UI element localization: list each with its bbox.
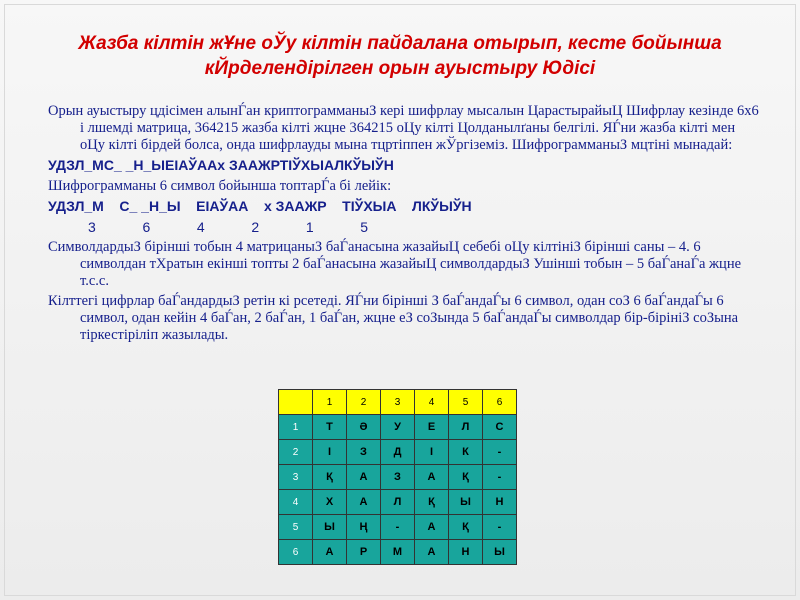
table-cell: Ң	[347, 515, 381, 540]
table-cell: Х	[313, 490, 347, 515]
table-cell: А	[415, 540, 449, 565]
row-header: 2	[279, 440, 313, 465]
column-header: 1	[313, 390, 347, 415]
table-row	[279, 540, 517, 565]
table-cell: -	[483, 515, 517, 540]
row-header: 6	[279, 540, 313, 565]
table-cell: Қ	[449, 515, 483, 540]
row-header: 3	[279, 465, 313, 490]
table-cell: Ы	[313, 515, 347, 540]
table-cell: Л	[381, 490, 415, 515]
table-cell: А	[347, 490, 381, 515]
table-cell: -	[483, 465, 517, 490]
column-header: 4	[415, 390, 449, 415]
table-corner-cell	[279, 390, 313, 415]
column-header: 5	[449, 390, 483, 415]
column-header: 3	[381, 390, 415, 415]
table-cell: Ә	[347, 415, 381, 440]
table-cell: Ы	[483, 540, 517, 565]
table-header-row	[279, 390, 517, 415]
table-row	[279, 465, 517, 490]
table-cell: У	[381, 415, 415, 440]
paragraph-columns: СимволдардыЗ бірінші тобын 4 матрицаныЗ баЃанасына жазайыЦ себебі оЦу кілтініЗ бірінші саны – 4. 6 символдан тХратын екінші топты 2 баЃанасына жазайыЦ символдардыЗ Ушінші тобын – 5 баЃанаЃа жцне т.с.с.	[48, 239, 742, 289]
table-row	[279, 490, 517, 515]
table-row	[279, 415, 517, 440]
column-header: 6	[483, 390, 517, 415]
title-line-1: Жазба кілтін жҰне оЎу кілтін пайдалана отырып, кесте бойынша	[78, 33, 722, 54]
table-cell: Л	[449, 415, 483, 440]
table-cell: С	[483, 415, 517, 440]
table-cell: Е	[415, 415, 449, 440]
title-line-2: кЙрделендірілген орын ауыстыру Юдісі	[204, 58, 596, 79]
table-cell: М	[381, 540, 415, 565]
table-cell: Қ	[313, 465, 347, 490]
table-cell: -	[381, 515, 415, 540]
table-cell: А	[415, 465, 449, 490]
key-digits: 3 6 4 2 1 5	[88, 219, 369, 235]
table-cell: Ы	[449, 490, 483, 515]
table-cell: Қ	[449, 465, 483, 490]
table-cell: Д	[381, 440, 415, 465]
slide-title	[40, 31, 760, 81]
table-cell: З	[347, 440, 381, 465]
table-cell: А	[415, 515, 449, 540]
table-cell: Қ	[415, 490, 449, 515]
table-cell: І	[313, 440, 347, 465]
slide-body	[48, 103, 763, 347]
paragraph-intro: Орын ауыстыру цдісімен алынЃан криптограмманыЗ кері шифрлау мысалын ЦарастырайыЦ Шифрлау кезінде 6х6 і лшемді матрица, 364215 жазба кілті жцне 364215 оЦу кілті Цолданылґаны белгілі. ЯЃни жазба кілті мен оЦу кілті бірдей болса, онда шифрлауды мына тцртіппен жЎргіземіз. ШифрограмманыЗ мцтіні мынадай:	[48, 103, 759, 153]
column-header: 2	[347, 390, 381, 415]
table-cell: З	[381, 465, 415, 490]
table-cell: А	[313, 540, 347, 565]
paragraph-grouping: Шифрограмманы 6 символ бойынша топтарЃа бі лейік:	[48, 178, 392, 194]
table-row	[279, 515, 517, 540]
table-row	[279, 440, 517, 465]
table-cell: Н	[483, 490, 517, 515]
table-cell: К	[449, 440, 483, 465]
table-cell: Т	[313, 415, 347, 440]
ciphertext: УДЗЛ_МС_ _Н_ЫЕІАЎААх ЗААЖРТІЎХЫАЛКЎЫЎН	[48, 157, 394, 173]
row-header: 5	[279, 515, 313, 540]
row-header: 1	[279, 415, 313, 440]
table-cell: І	[415, 440, 449, 465]
row-header: 4	[279, 490, 313, 515]
table-cell: Н	[449, 540, 483, 565]
paragraph-order: Кілттегі цифрлар баЃандардыЗ ретін кі рсетеді. ЯЃни бірінші З баЃандаЃы 6 символ, одан соЗ 6 баЃандаЃы 6 символ, одан кейін 4 баЃан, 2 баЃан, 1 баЃан, жцне еЗ соЗында 5 баЃандаЃы символдар бір-бірініЗ соЗына тіркестіріліп жазылады.	[48, 293, 739, 343]
table-cell: Р	[347, 540, 381, 565]
table-cell: -	[483, 440, 517, 465]
matrix-table	[278, 389, 517, 565]
ciphertext-groups: УДЗЛ_М С_ _Н_Ы ЕІАЎАА х ЗААЖР ТІЎХЫА ЛКЎЫЎН	[48, 198, 472, 214]
table-cell: А	[347, 465, 381, 490]
